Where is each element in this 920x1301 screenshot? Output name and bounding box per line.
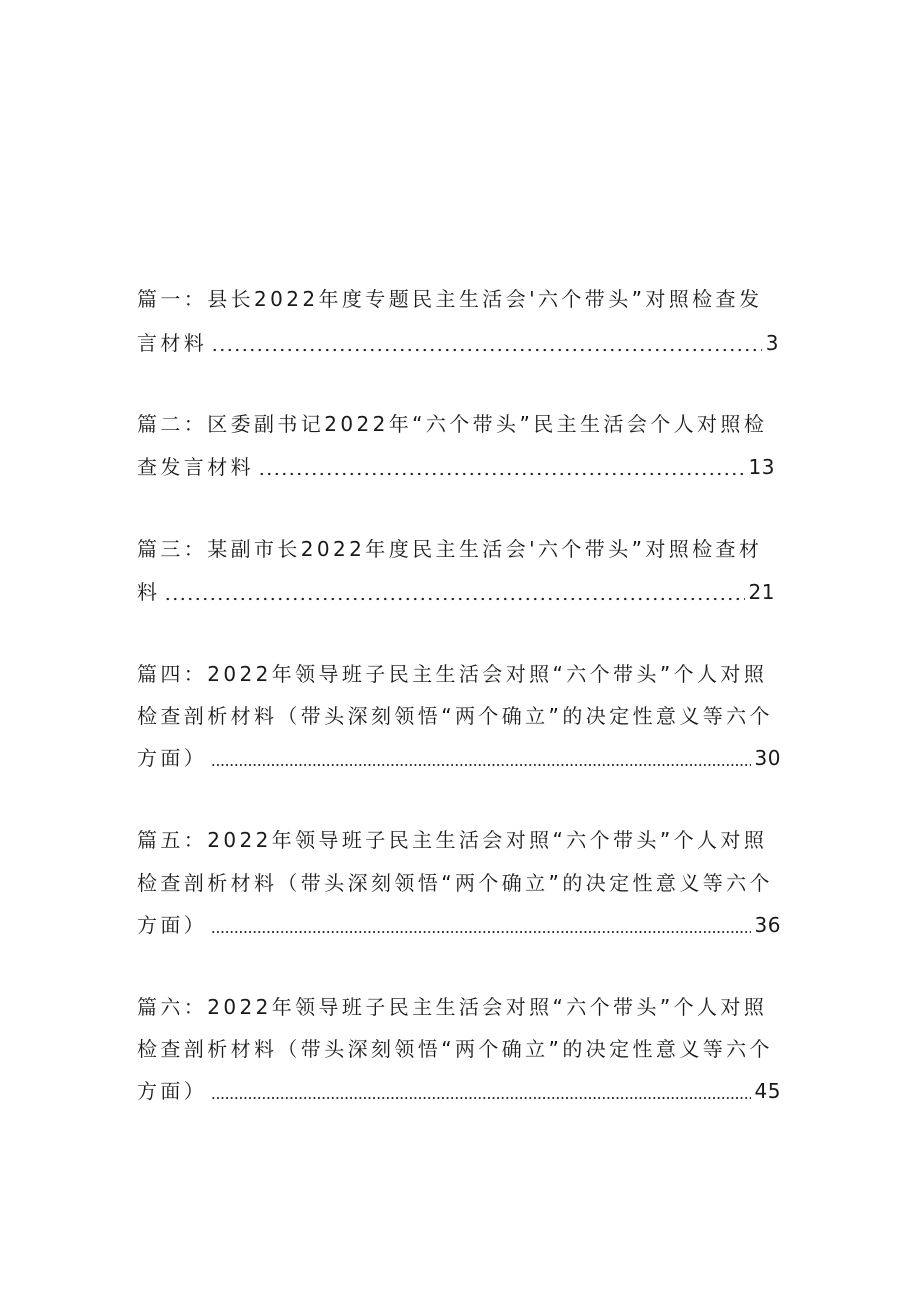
toc-entry-title-end: 方面） [137, 1079, 208, 1103]
dot-leader [211, 328, 762, 358]
toc-entry-title-line: 篇一：县长2022年度专题民主生活会'六个带头”对照检查发 [137, 287, 763, 311]
toc-entry-title-line: 篇二：区委副书记2022年“六个带头”民主生活会个人对照检 [137, 412, 768, 436]
dot-leader [211, 743, 750, 773]
toc-entry-title-line: 检查剖析材料（带头深刻领悟“两个确立”的决定性意义等六个 [137, 871, 773, 895]
toc-entry-final-line [137, 577, 775, 607]
toc-entry-title-line: 检查剖析材料（带头深刻领悟“两个确立”的决定性意义等六个 [137, 704, 773, 728]
page-number: 45 [754, 1079, 781, 1103]
toc-entry-title-end: 方面） [137, 913, 208, 937]
toc-entry-final-line [137, 910, 781, 940]
dot-leader [211, 910, 750, 940]
page-number: 36 [754, 913, 781, 937]
toc-entry-title-end: 言材料 [137, 331, 208, 355]
dot-leader [258, 452, 745, 482]
toc-entry-title-end: 料 [137, 580, 161, 604]
toc-entry-title-line: 篇五：2022年领导班子民主生活会对照“六个带头”个人对照 [137, 828, 768, 852]
toc-entry-title-line: 篇三：某副市长2022年度民主生活会'六个带头”对照检查材 [137, 537, 763, 561]
toc-entry-title-line: 篇六：2022年领导班子民主生活会对照“六个带头”个人对照 [137, 995, 768, 1019]
dot-leader [164, 577, 744, 607]
page-number: 21 [748, 580, 775, 604]
toc-entry-title-end: 查发言材料 [137, 455, 254, 479]
toc-entry-title-end: 方面） [137, 746, 208, 770]
toc-entry-final-line [137, 743, 781, 773]
toc-entry-final-line [137, 1076, 781, 1106]
page-number: 30 [754, 746, 781, 770]
dot-leader [211, 1076, 750, 1106]
toc-entry-title-line: 检查剖析材料（带头深刻领悟“两个确立”的决定性意义等六个 [137, 1037, 773, 1061]
page-number: 3 [765, 331, 779, 355]
toc-entry-final-line [137, 452, 775, 482]
page-number: 13 [748, 455, 775, 479]
toc-entry-final-line [137, 328, 779, 358]
toc-entry-title-line: 篇四：2022年领导班子民主生活会对照“六个带头”个人对照 [137, 662, 768, 686]
